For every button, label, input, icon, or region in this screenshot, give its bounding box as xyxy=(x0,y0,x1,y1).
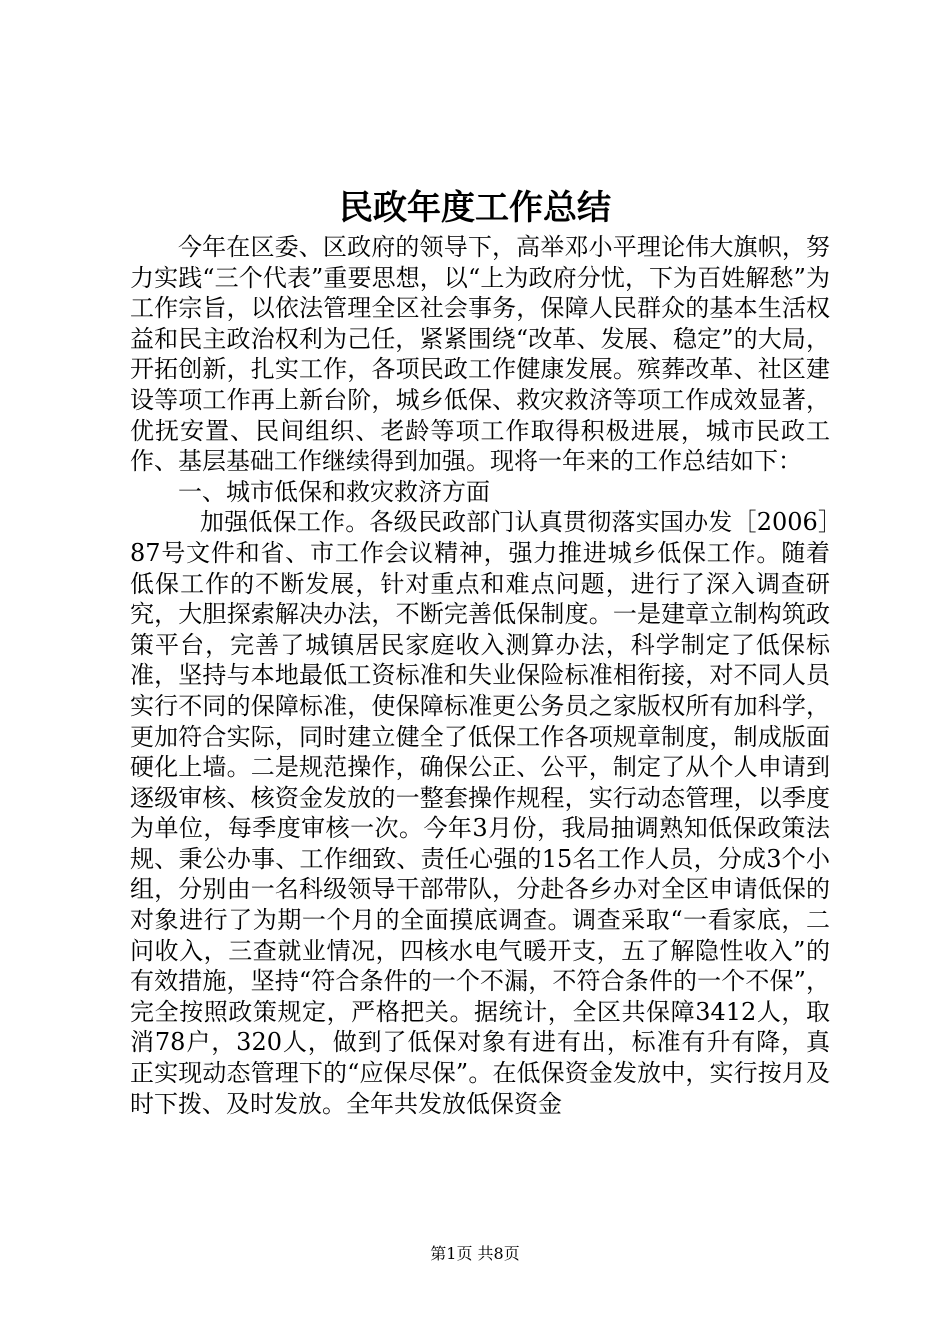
document-body xyxy=(130,232,830,1119)
intro-paragraph: 今年在区委、区政府的领导下，高举邓小平理论伟大旗帜，努力实践“三个代表”重要思想，以“上为政府分忧，下为百姓解愁”为工作宗旨，以依法管理全区社会事务，保障人民群众的基本生活权益和民主政治权利为己任，紧紧围绕“改革、发展、稳定”的大局，开拓创新，扎实工作，各项民政工作健康发展。殡葬改革、社区建设等项工作再上新台阶，城乡低保、救灾救济等项工作成效显著，优抚安置、民间组织、老龄等项工作取得积极进展，城市民政工作、基层基础工作继续得到加强。现将一年来的工作总结如下： xyxy=(130,233,830,476)
page-footer: 第1页 共8页 xyxy=(430,1244,520,1263)
section-heading: 一、城市低保和救灾救济方面 xyxy=(178,477,490,506)
document-title: 民政年度工作总结 xyxy=(339,188,611,228)
low-income-paragraph: 加强低保工作。各级民政部门认真贯彻落实国办发［2006］87号文件和省、市工作会议精神，强力推进城乡低保工作。随着低保工作的不断发展，针对重点和难点问题，进行了深入调查研究，大胆探索解决办法，不断完善低保制度。一是建章立制构筑政策平台，完善了城镇居民家庭收入测算办法，科学制定了低保标准，坚持与本地最低工资标准和失业保险标准相衔接，对不同人员实行不同的保障标准，使保障标准更公务员之家版权所有加科学，更加符合实际，同时建立健全了低保工作各项规章制度，制成版面硬化上墙。二是规范操作，确保公正、公平，制定了从个人申请到逐级审核、核资金发放的一整套操作规程，实行动态管理，以季度为单位，每季度审核一次。今年3月份，我局抽调熟知低保政策法规、秉公办事、工作细致、责任心强的15名工作人员，分成3个小组，分别由一名科级领导干部带队，分赴各乡办对全区申请低保的对象进行了为期一个月的全面摸底调查。调查采取“一看家底，二问收入，三查就业情况，四核水电气暖开支，五了解隐性收入”的有效措施，坚持“符合条件的一个不漏，不符合条件的一个不保”，完全按照政策规定，严格把关。据统计，全区共保障3412人，取消78户，320人，做到了低保对象有进有出，标准有升有降，真正实现动态管理下的“应保尽保”。在低保资金发放中，实行按月及时下拨、及时发放。全年共发放低保资金 xyxy=(130,508,830,1118)
